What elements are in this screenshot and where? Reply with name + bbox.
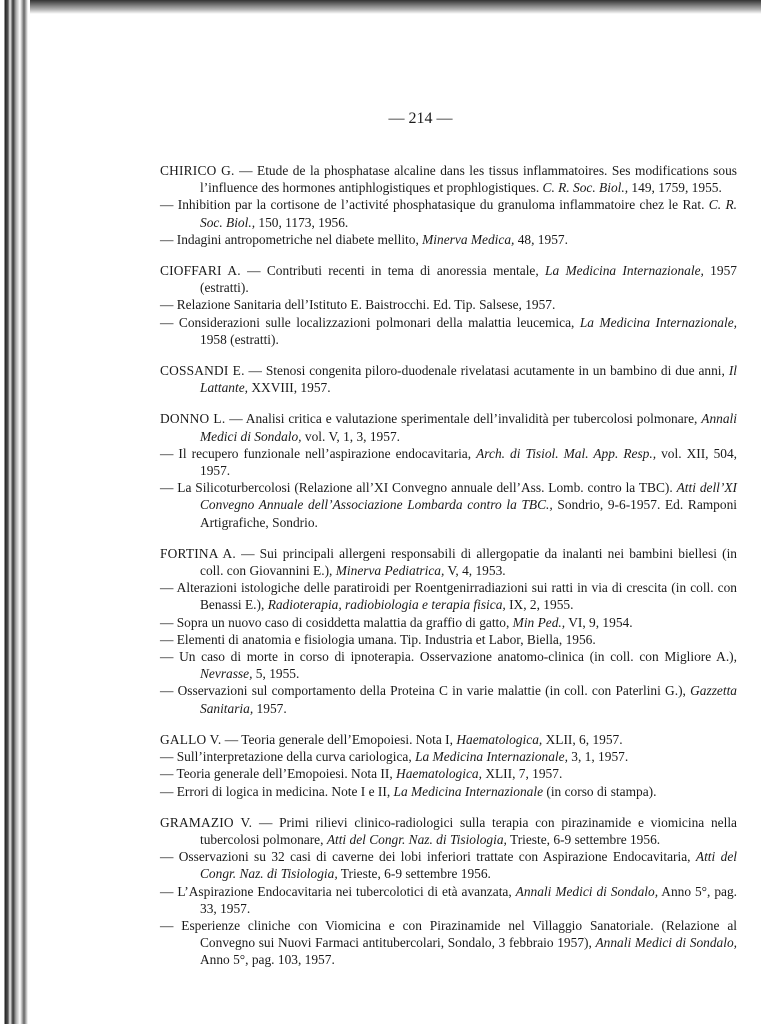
citation-text: — Considerazioni sulle localizzazioni polmonari della malattia leucemica, — [160, 314, 580, 330]
bibliography — [160, 162, 737, 983]
citation — [160, 362, 737, 396]
journal-title: Nevrasse, — [200, 666, 253, 682]
citation — [160, 410, 737, 444]
author-name: GRAMAZIO V. — [160, 814, 253, 830]
journal-title: Atti del Congr. Naz. di Tisiologia, — [326, 831, 507, 847]
journal-title: Annali Medici di Sondalo, — [200, 411, 738, 444]
citation — [160, 631, 737, 648]
citation-text: 3, 1, 1957. — [567, 749, 629, 765]
journal-title: C. R. Soc. Biol., — [200, 197, 737, 230]
citation-text: — Teoria generale dell’Emopoiesi. Nota I, — [224, 731, 457, 747]
citation-text: XXVIII, 1957. — [248, 380, 331, 396]
citation — [160, 231, 737, 248]
journal-title: Annali Medici di Sondalo, — [515, 883, 659, 899]
bibliography-entry — [160, 162, 737, 248]
citation — [160, 848, 737, 882]
citation — [160, 814, 737, 848]
citation — [160, 445, 737, 479]
journal-title: Gazzetta Sanitaria, — [200, 683, 737, 716]
citation-text: — Relazione Sanitaria dell’Istituto E. Baistrocchi. Ed. Tip. Salsese, 1957. — [160, 297, 556, 313]
bibliography-entry — [160, 731, 737, 800]
journal-title: Minerva Pediatrica, — [335, 563, 445, 579]
citation-text: — Alterazioni istologiche delle paratiroidi per Roentgenirradiazioni sui ratti in via di crescita (in coll. con Benassi E.), — [160, 580, 737, 613]
bibliography-entry — [160, 545, 737, 717]
citation-text: — La Silicoturbercolosi (Relazione all’XI Convegno annuale dell’Ass. Lomb. contro la TBC). — [160, 480, 677, 496]
citation-text: — Sui principali allergeni responsabili di allergopatie da inalanti nei bambini biellesi (in coll. con Giovannini E.), — [200, 545, 737, 579]
citation-text: 149, 1759, 1955. — [628, 180, 722, 196]
journal-title: La Medicina Internazionale, — [415, 749, 568, 765]
journal-title: C. R. Soc. Biol., — [542, 180, 629, 196]
journal-title: Radioterapia, radiobiologia e terapia fisica, — [267, 597, 506, 613]
citation — [160, 262, 737, 296]
journal-title: La Medicina Internazionale — [393, 783, 544, 799]
citation-text: — Primi rilievi clinico-radiologici sulla terapia con pirazinamide e viomicina nella tubercolosi polmonare, — [200, 814, 737, 847]
page-number: — 214 — — [388, 110, 453, 127]
citation-text: 1957 (estratti). — [200, 263, 737, 296]
citation — [160, 682, 737, 716]
journal-title: Haematologica, — [456, 731, 543, 747]
author-name: CHIRICO G. — [160, 163, 235, 178]
citation — [160, 731, 737, 748]
bibliography-entry — [160, 362, 737, 396]
journal-title: Minerva Medica, — [422, 231, 515, 247]
citation-text: — Etude de la phosphatase alcaline dans les tissus inflammatoires. Ses modifications sous l’influence des hormones antiphlogistiques et prophlogistiques. — [200, 163, 737, 196]
journal-title: Min Ped., — [512, 614, 566, 630]
citation-text: — L’Aspirazione Endocavitaria nei tubercolotici di età avanzata, — [160, 883, 516, 899]
citation — [160, 883, 737, 917]
author-name: GALLO V. — [160, 731, 222, 747]
journal-title: La Medicina Internazionale, — [545, 263, 704, 279]
citation-text: vol. XII, 504, 1957. — [200, 445, 738, 479]
citation — [160, 162, 737, 196]
citation — [160, 648, 737, 682]
citation — [160, 765, 737, 782]
citation-text: 5, 1955. — [252, 666, 300, 682]
citation-text: — Osservazioni sul comportamento della Proteina C in varie malattie (in coll. con Paterlini G.), — [160, 683, 691, 699]
journal-title: Il Lattante, — [200, 363, 737, 396]
citation-text: — Un caso di morte in corso di ipnoterapia. Osservazione anatomo-clinica (in coll. con Migliore A.), — [160, 649, 737, 665]
citation-text: 150, 1173, 1956. — [255, 214, 349, 230]
citation-text: — Il recupero funzionale nell’aspirazione endocavitaria, — [160, 445, 477, 461]
citation-text: — Analisi critica e valutazione sperimentale dell’invalidità per tubercolosi polmonare, — [229, 411, 702, 427]
citation — [160, 614, 737, 631]
citation-text: Trieste, 6-9 settembre 1956. — [506, 831, 661, 847]
author-name: FORTINA A. — [160, 545, 236, 561]
citation-text: Sondrio, 9-6-1957. Ed. Ramponi Artigrafiche, Sondrio. — [200, 497, 737, 530]
citation — [160, 545, 737, 579]
citation-text: — Indagini antropometriche nel diabete mellito, — [160, 231, 423, 247]
citation-text: Anno 5°, pag. 103, 1957. — [200, 952, 335, 968]
citation-text: IX, 2, 1955. — [505, 597, 574, 613]
journal-title: Arch. di Tisiol. Mal. App. Resp., — [476, 445, 657, 461]
citation — [160, 579, 737, 613]
journal-title: Atti del Congr. Naz. di Tisiologia, — [200, 849, 737, 882]
citation-text: 1958 (estratti). — [200, 331, 279, 347]
citation-text: Trieste, 6-9 settembre 1956. — [337, 866, 491, 882]
bibliography-entry — [160, 410, 737, 530]
journal-title: Haematologica, — [396, 766, 482, 782]
citation-text: — Inhibition par la cortisone de l’activité phosphatasique du granuloma inflammatoire chez le Rat. — [160, 197, 709, 213]
scan-top-shadow — [0, 0, 761, 14]
citation-text: Anno 5°, pag. 33, 1957. — [200, 883, 738, 916]
journal-title: La Medicina Internazionale, — [579, 314, 738, 330]
bibliography-entry — [160, 262, 737, 348]
citation-text: V, 4, 1953. — [444, 563, 506, 579]
citation-text: — Osservazioni su 32 casi di caverne dei lobi inferiori trattate con Aspirazione Endocavitaria, — [160, 849, 696, 865]
journal-title: Atti dell’XI Convegno Annuale dell’Associazione Lombarda contro la TBC., — [200, 480, 737, 513]
citation-text: XLII, 7, 1957. — [481, 766, 563, 782]
citation-text: (in corso di stampa). — [543, 783, 657, 799]
citation-text: — Sull’interpretazione della curva cariologica, — [160, 749, 416, 765]
journal-title: Annali Medici di Sondalo, — [595, 935, 737, 951]
citation-text: — Teoria generale dell’Emopoiesi. Nota II, — [160, 766, 397, 782]
citation — [160, 783, 737, 800]
author-name: DONNO L. — [160, 411, 226, 427]
citation-text: — Stenosi congenita piloro-duodenale rivelatasi acutamente in un bambino di due anni, — [248, 363, 729, 379]
citation — [160, 196, 737, 230]
citation — [160, 748, 737, 765]
citation-text: XLII, 6, 1957. — [542, 731, 623, 747]
citation — [160, 314, 737, 348]
citation-text: VI, 9, 1954. — [565, 614, 633, 630]
author-name: COSSANDI E. — [160, 363, 245, 379]
bibliography-entry — [160, 814, 737, 969]
citation — [160, 479, 737, 531]
citation — [160, 917, 737, 969]
citation-text: 48, 1957. — [514, 231, 568, 247]
citation-text: — Errori di logica in medicina. Note I e II, — [160, 783, 394, 799]
citation-text: — Contributi recenti in tema di anoressia mentale, — [247, 263, 546, 279]
citation-text: — Sopra un nuovo caso di cosiddetta malattia da graffio di gatto, — [160, 614, 513, 630]
citation — [160, 296, 737, 313]
author-name: CIOFFARI A. — [160, 263, 241, 279]
scan-binding-edge — [0, 0, 30, 1024]
citation-text: — Elementi di anatomia e fisiologia umana. Tip. Industria et Labor, Biella, 1956. — [160, 631, 596, 647]
citation-text: — Esperienze cliniche con Viomicina e con Pirazinamide nel Villaggio Sanatoriale. (Relazione al Convegno sui Nuovi Farmaci antitubercolari, Sondalo, 3 febbraio 1957), — [160, 917, 737, 951]
citation-text: 1957. — [253, 700, 287, 716]
citation-text: vol. V, 1, 3, 1957. — [301, 428, 400, 444]
